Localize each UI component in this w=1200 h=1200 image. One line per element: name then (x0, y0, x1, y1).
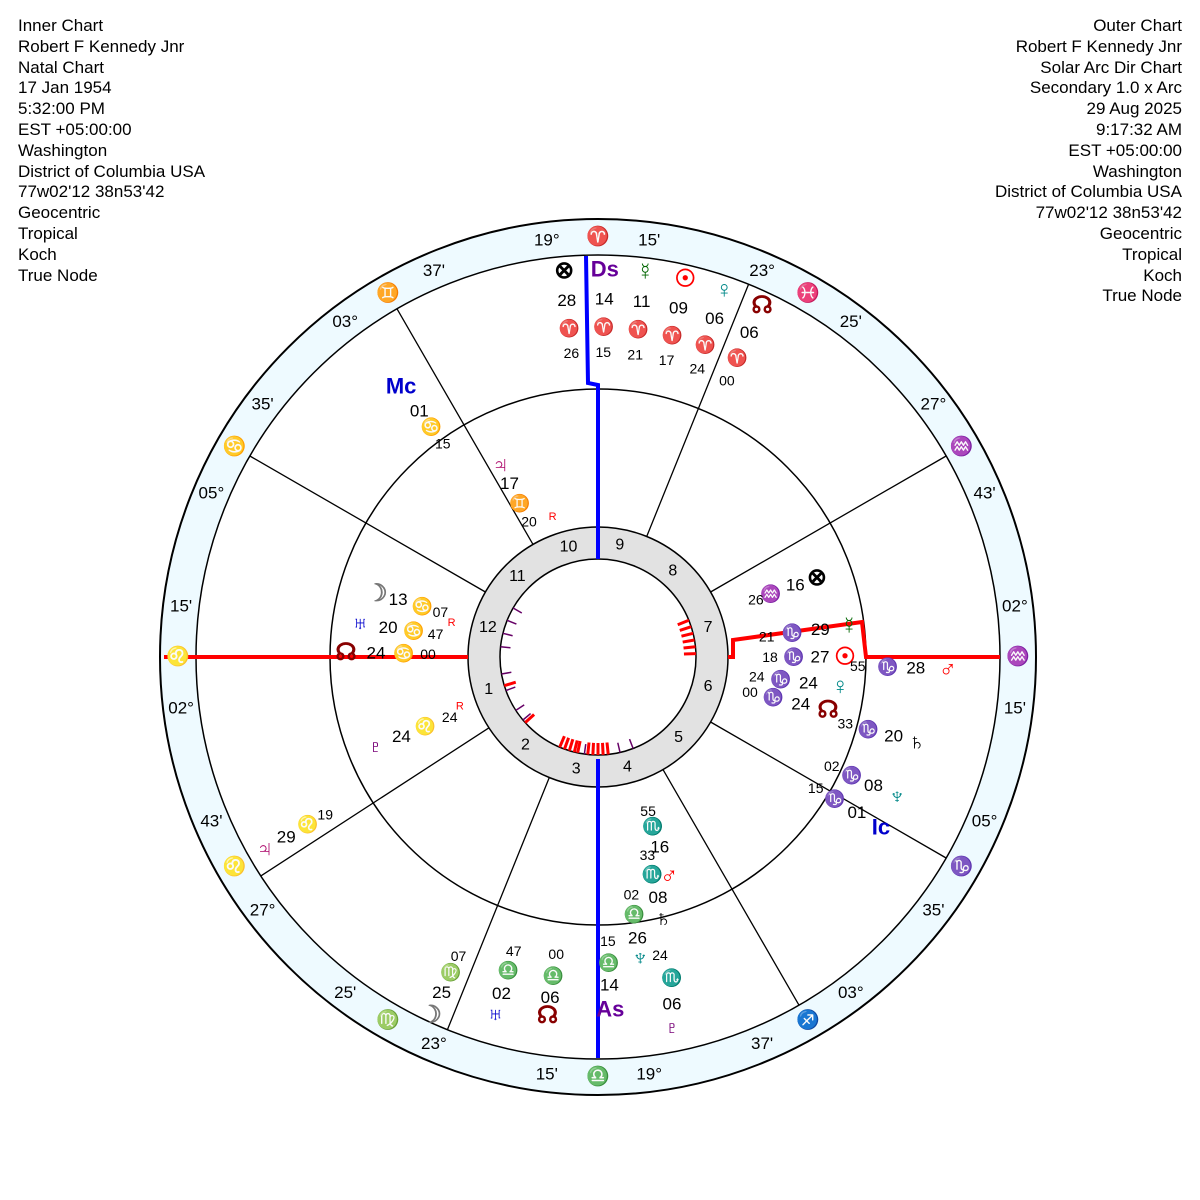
planet-sign-glyph: ♑ (781, 623, 804, 643)
planet-degree: 24 (798, 673, 818, 693)
planet-sign-glyph: ♏ (661, 968, 683, 988)
chart-info-line: 5:32:00 PM (18, 99, 105, 119)
planet-tick-mark (501, 647, 511, 648)
planet-minutes: 15 (595, 344, 612, 360)
planet-sign-glyph: ♌ (297, 815, 319, 834)
chart-info-line: 17 Jan 1954 (18, 78, 112, 98)
planet-minutes: 24 (652, 947, 668, 963)
planet-minutes: 02 (623, 886, 640, 903)
planet-minutes: 00 (719, 372, 735, 389)
planet-sign-glyph: ♋ (393, 644, 415, 664)
planet-minutes: 20 (521, 513, 537, 530)
planet-sign-glyph: ♌ (414, 717, 437, 737)
planet-degree: 29 (810, 620, 830, 640)
planet-minutes: 00 (420, 646, 436, 662)
planet-tick-mark (603, 743, 604, 755)
cusp-degree: 27° (920, 394, 947, 414)
neptune-icon: ♆ (631, 944, 650, 972)
planet-sign-glyph: ♑ (770, 669, 792, 689)
node-icon: ☊ (817, 696, 839, 724)
planet-degree: 29 (276, 827, 296, 847)
planet-degree: 08 (864, 776, 883, 795)
planet-tick-mark (588, 743, 589, 755)
chart-info-line: Outer Chart (1093, 16, 1182, 35)
uranus-icon: ♅ (486, 1001, 505, 1029)
chart-info-line: Washington (18, 140, 108, 160)
planet-degree: 08 (648, 888, 668, 908)
planet-minutes: 24 (749, 668, 765, 685)
pluto-icon: ♇ (663, 1014, 681, 1042)
chart-info-line: Geocentric (18, 203, 101, 223)
planet-minutes: 17 (658, 351, 675, 368)
cusp-minutes: 37' (422, 260, 445, 280)
planet-sign-glyph: ♑ (824, 789, 846, 809)
cusp-minutes: 15' (170, 596, 193, 616)
cusp-sign-glyph-gemini: ♊ (376, 282, 400, 304)
planet-minutes: 21 (627, 346, 643, 363)
cusp-degree: 03° (837, 982, 864, 1002)
mars-icon: ♂ (660, 862, 679, 890)
planet-minutes: 07 (432, 603, 449, 620)
planet-sign-glyph: ♋ (403, 621, 425, 641)
planet-degree: 11 (632, 292, 651, 312)
moon-icon: ☽ (366, 580, 388, 608)
chart-info-line: EST +05:00:00 (18, 119, 132, 139)
moon-icon: ☽ (420, 1001, 442, 1029)
chart-info-line: Robert F Kennedy Jnr (18, 36, 185, 56)
cusp-minutes: 35' (922, 900, 945, 920)
planet-minutes: 55 (850, 658, 866, 675)
house-number-9: 9 (615, 536, 625, 554)
cusp-degree: 05° (198, 483, 225, 503)
cusp-sign-glyph-aquarius: ♒ (949, 436, 974, 458)
saturn-icon: ♄ (907, 728, 926, 756)
venus-icon: ♀ (715, 276, 734, 304)
planet-sign-glyph: ♎ (598, 953, 620, 973)
mars-icon: ♂ (938, 655, 957, 683)
cusp-minutes: 43' (973, 483, 996, 503)
cusp-degree: 27° (249, 900, 276, 920)
cusp-sign-glyph-sagittarius: ♐ (796, 1010, 820, 1032)
sun-icon: ☉ (834, 643, 856, 671)
planet-sign-glyph: ♑ (877, 657, 899, 677)
cusp-minutes: 15' (1003, 698, 1026, 718)
planet-degree: 09 (669, 298, 688, 318)
retrograde-marker: R (548, 511, 557, 524)
house-number-3: 3 (571, 760, 581, 778)
cusp-degree: 23° (749, 260, 775, 280)
chart-info-line: True Node (1102, 286, 1182, 306)
neptune-icon: ♆ (888, 783, 907, 810)
cusp-degree: 23° (421, 1034, 447, 1054)
planet-sign-glyph: ♊ (509, 494, 531, 514)
planet-degree: 01 (409, 401, 429, 421)
jupiter-icon: ♃ (491, 451, 510, 479)
node-icon: ☊ (536, 1002, 559, 1029)
chart-info-line: 77w02'12 38n53'42 (1035, 203, 1182, 223)
cusp-degree: 02° (1002, 596, 1028, 616)
chart-info-line: Koch (18, 244, 57, 264)
house-number-6: 6 (703, 678, 713, 695)
planet-sign-glyph: ♈ (558, 318, 580, 338)
cusp-sign-glyph-aquarius: ♒ (1006, 646, 1030, 668)
planet-degree: 17 (500, 473, 519, 493)
planet-degree: 24 (366, 643, 386, 663)
planet-degree: 06 (705, 309, 725, 328)
planet-degree: 14 (599, 975, 619, 995)
cusp-sign-glyph-leo: ♌ (166, 646, 190, 668)
planet-minutes: 19 (317, 806, 333, 823)
chart-info-line: District of Columbia USA (994, 182, 1182, 202)
chart-info-line: 9:17:32 AM (1095, 119, 1182, 139)
planet-degree: 24 (791, 694, 811, 714)
sun-icon: ☉ (674, 265, 697, 293)
planet-minutes: 47 (427, 626, 444, 643)
planet-degree: 06 (739, 323, 759, 342)
planet-minutes: 26 (748, 591, 764, 608)
cusp-sign-glyph-libra: ♎ (586, 1066, 610, 1088)
planet-minutes: 24 (689, 360, 706, 377)
planet-tick-mark (683, 640, 695, 642)
inner-hub (500, 559, 696, 755)
planet-degree: 06 (540, 988, 560, 1008)
retrograde-marker: R (447, 616, 456, 629)
planet-minutes: 21 (758, 628, 775, 645)
cusp-degree: 05° (971, 811, 998, 831)
planet-degree: 26 (628, 928, 647, 948)
planet-minutes: 33 (639, 846, 656, 863)
planet-tick-mark (684, 647, 696, 648)
planet-degree: 16 (785, 575, 805, 595)
planet-minutes: 02 (824, 758, 840, 774)
planet-sign-glyph: ♈ (593, 317, 615, 337)
cusp-minutes: 15' (638, 230, 661, 250)
house-number-8: 8 (668, 562, 678, 580)
cusp-minutes: 25' (839, 312, 862, 332)
chart-info-line: EST +05:00:00 (1068, 140, 1182, 160)
chart-info-line: Washington (1092, 161, 1182, 181)
chart-info-line: Koch (1143, 265, 1182, 285)
planet-minutes: 15 (600, 932, 616, 949)
planet-sign-glyph: ♑ (783, 647, 805, 667)
planet-minutes: 18 (762, 649, 778, 665)
planet-tick-mark (607, 743, 608, 755)
planet-tick-mark (593, 743, 594, 755)
planet-degree: 06 (662, 994, 682, 1014)
cusp-minutes: 15' (535, 1064, 558, 1084)
planet-sign-glyph: ♈ (627, 320, 649, 339)
cusp-sign-glyph-leo: ♌ (222, 856, 247, 878)
planet-degree: 28 (906, 658, 926, 678)
cusp-minutes: 37' (751, 1034, 774, 1054)
house-number-5: 5 (674, 729, 684, 747)
cusp-minutes: 43' (200, 811, 223, 831)
planet-degree: 27 (810, 647, 830, 667)
planet-minutes: 26 (563, 345, 580, 362)
chart-info-line: Natal Chart (18, 57, 104, 77)
planet-sign-glyph: ♏ (642, 816, 664, 836)
planet-minutes: 15 (807, 779, 824, 796)
uranus-icon: ♅ (351, 610, 370, 638)
planet-sign-glyph: ♈ (661, 326, 683, 345)
planet-degree: 13 (388, 590, 408, 610)
ascendant-glyph: As (596, 996, 625, 1022)
descendant-glyph: Ds (590, 256, 619, 282)
planet-sign-glyph: ♈ (694, 335, 716, 355)
planet-sign-glyph: ♑ (841, 765, 863, 785)
pof-icon: ⊗ (806, 563, 827, 591)
house-number-11: 11 (509, 567, 526, 585)
cusp-degree: 03° (332, 312, 359, 332)
saturn-icon: ♄ (654, 905, 673, 933)
planet-minutes: 33 (837, 715, 854, 732)
planet-minutes: 47 (505, 943, 522, 960)
planet-degree: 24 (391, 726, 411, 746)
planet-sign-glyph: ♑ (857, 720, 880, 739)
chart-info-line: Inner Chart (18, 16, 104, 35)
planet-minutes: 55 (640, 803, 656, 820)
cusp-minutes: 35' (251, 394, 274, 414)
cusp-sign-glyph-aries: ♈ (586, 226, 610, 248)
chart-info-line: True Node (18, 265, 98, 285)
chart-info-line: Robert F Kennedy Jnr (1015, 36, 1182, 56)
chart-info-line: Solar Arc Dir Chart (1040, 57, 1182, 77)
mc-glyph: Mc (385, 373, 417, 399)
chart-info-line: District of Columbia USA (18, 161, 206, 181)
planet-minutes: 00 (742, 684, 758, 701)
venus-icon: ♀ (831, 673, 850, 701)
jupiter-icon: ♃ (255, 836, 274, 863)
planet-sign-glyph: ♎ (542, 966, 564, 986)
house-number-10: 10 (559, 538, 578, 556)
planet-degree: 20 (378, 618, 398, 637)
planet-sign-glyph: ♋ (411, 597, 433, 617)
cusp-degree: 02° (168, 698, 194, 718)
pof-icon: ⊗ (554, 257, 575, 284)
planet-sign-glyph: ♑ (762, 688, 784, 707)
cusp-sign-glyph-capricorn: ♑ (949, 856, 974, 878)
planet-degree: 28 (557, 290, 577, 310)
house-number-4: 4 (623, 758, 632, 776)
planet-minutes: 15 (435, 435, 451, 452)
cusp-minutes: 25' (334, 982, 357, 1002)
cusp-degree: 19° (636, 1064, 663, 1084)
cusp-sign-glyph-cancer: ♋ (222, 436, 247, 458)
house-number-1: 1 (484, 680, 494, 698)
planet-minutes: 00 (548, 946, 564, 963)
planet-sign-glyph: ♈ (726, 348, 749, 368)
chart-info-line: Geocentric (1099, 223, 1182, 243)
cusp-sign-glyph-pisces: ♓ (796, 282, 820, 304)
mercury-icon: ☿ (840, 612, 859, 640)
planet-degree: 14 (594, 289, 614, 309)
cusp-sign-glyph-virgo: ♍ (376, 1010, 400, 1032)
planet-minutes: 24 (441, 708, 458, 725)
chart-info-line: Tropical (1122, 244, 1182, 264)
house-number-2: 2 (521, 736, 530, 754)
planet-degree: 16 (650, 837, 670, 857)
planet-minutes: 07 (450, 948, 467, 965)
chart-info-line: Tropical (18, 223, 78, 243)
planet-degree: 01 (847, 803, 867, 822)
ic-glyph: Ic (871, 814, 891, 840)
planet-sign-glyph: ♋ (420, 417, 442, 437)
mercury-icon: ☿ (636, 258, 655, 286)
planet-sign-glyph: ♎ (497, 960, 519, 980)
planet-sign-glyph: ♏ (641, 864, 663, 884)
chart-info-line: Secondary 1.0 x Arc (1029, 78, 1182, 98)
planet-sign-glyph: ♍ (440, 962, 462, 982)
pluto-icon: ♇ (366, 733, 385, 761)
planet-degree: 02 (492, 983, 511, 1003)
planet-sign-glyph: ♒ (760, 584, 782, 604)
planet-degree: 20 (884, 726, 904, 746)
chart-info-line: 29 Aug 2025 (1086, 99, 1182, 119)
planet-sign-glyph: ♎ (623, 905, 645, 924)
node-icon: ☊ (335, 639, 357, 667)
chart-info-line: 77w02'12 38n53'42 (18, 182, 165, 202)
cusp-degree: 19° (533, 230, 560, 250)
retrograde-marker: R (455, 700, 464, 713)
house-number-12: 12 (479, 619, 497, 636)
node-icon: ☊ (751, 291, 773, 319)
house-number-7: 7 (703, 619, 713, 636)
planet-degree: 25 (432, 982, 452, 1002)
